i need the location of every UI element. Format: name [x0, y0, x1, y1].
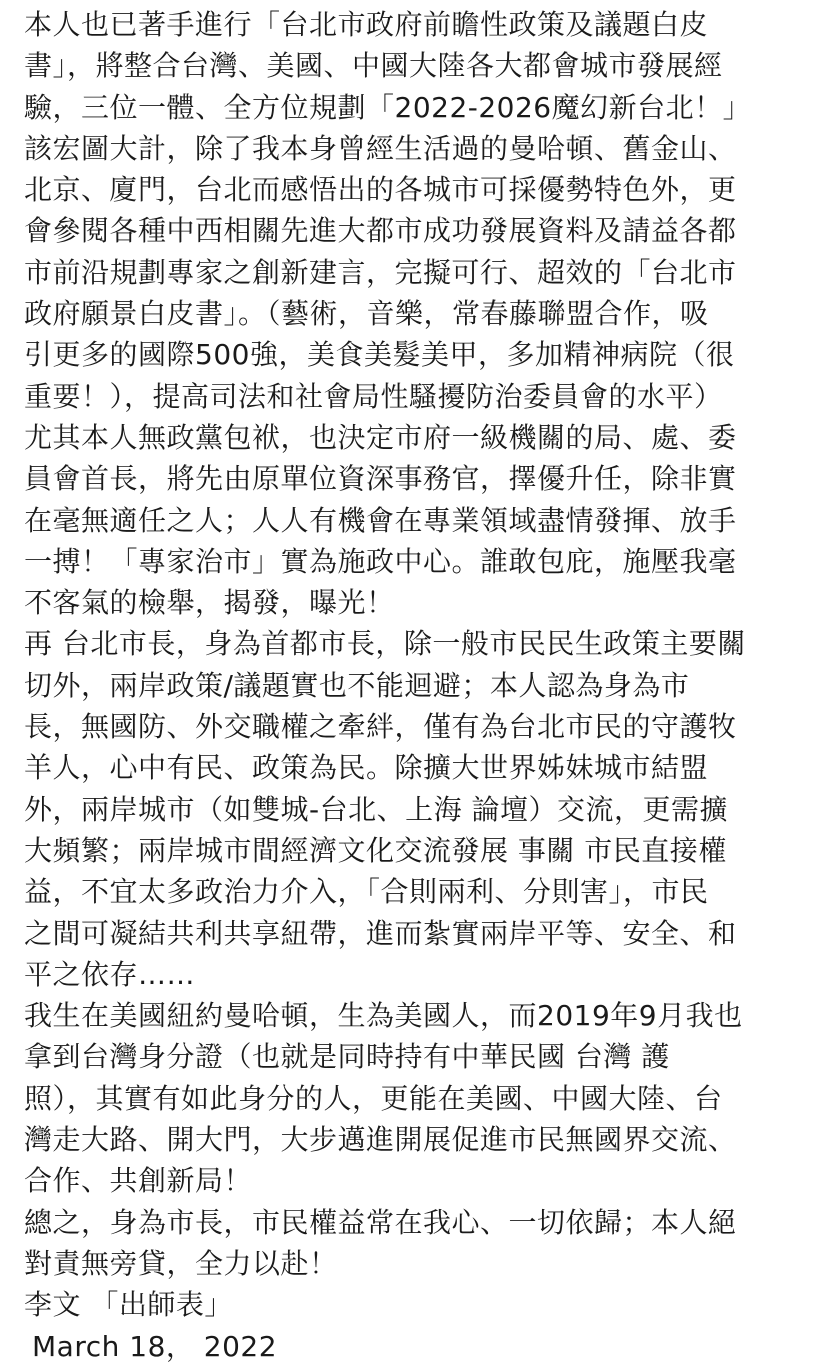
text-line: 羊人，心中有民、政策為民。除擴大世界姊妹城市結盟 — [24, 751, 709, 785]
document-body — [24, 4, 804, 1367]
text-line: 再 台北市長，身為首都市長，除一般市民民生政策主要關 — [24, 627, 746, 661]
text-line: 引更多的國際500強，美食美髮美甲，多加精神病院（很 — [24, 338, 735, 372]
text-line: 總之，身為市長，市民權益常在我心、一切依歸；本人絕 — [24, 1205, 737, 1239]
text-line: 切外，兩岸政策/議題實也不能迴避；本人認為身為市 — [24, 668, 690, 702]
text-line: 不客氣的檢舉，揭發，曝光！ — [24, 586, 395, 620]
text-line: 書」，將整合台灣、美國、中國大陸各大都會城市發展經 — [24, 49, 723, 83]
text-line: 對責無旁貸，全力以赴！ — [24, 1246, 338, 1280]
text-line: 市前沿規劃專家之創新建言，完擬可行、超效的「台北市 — [24, 255, 737, 289]
text-line: 政府願景白皮書」。（藝術，音樂，常春藤聯盟合作，吸 — [24, 297, 709, 331]
text-line: 大頻繁；兩岸城市間經濟文化交流發展 事關 市民直接權 — [24, 833, 727, 867]
document-date: March 18， 2022 — [32, 1329, 278, 1363]
text-line: 該宏圖大計，除了我本身曾經生活過的曼哈頓、舊金山、 — [24, 131, 737, 165]
text-line: 合作、共創新局！ — [24, 1164, 253, 1198]
text-line: 一搏！「專家治市」實為施政中心。誰敢包庇，施壓我毫 — [24, 544, 737, 578]
text-line: 我生在美國紐約曼哈頓，生為美國人，而2019年9月我也 — [24, 999, 743, 1033]
text-line: 在毫無適任之人；人人有機會在專業領域盡情發揮、放手 — [24, 503, 737, 537]
text-line: 之間可凝結共利共享紐帶，進而紮實兩岸平等、安全、和 — [24, 916, 737, 950]
text-line: 照），其實有如此身分的人，更能在美國、中國大陸、台 — [24, 1081, 723, 1115]
text-line: 益，不宜太多政治力介入，「合則兩利、分則害」，市民 — [24, 875, 709, 909]
text-line: 尤其本人無政黨包袱，也決定市府一級機關的局、處、委 — [24, 420, 737, 454]
text-line: 會參閱各種中西相關先進大都市成功發展資料及請益各都 — [24, 214, 737, 248]
text-line: 灣走大路、開大門，大步邁進開展促進市民無國界交流、 — [24, 1123, 737, 1157]
text-line: 外，兩岸城市（如雙城-台北、上海 論壇）交流，更需擴 — [24, 792, 729, 826]
text-line: 長，無國防、外交職權之牽絆，僅有為台北市民的守護牧 — [24, 710, 737, 744]
text-line: 拿到台灣身分證（也就是同時持有中華民國 台灣 護 — [24, 1040, 670, 1074]
text-line: 平之依存…… — [24, 957, 196, 991]
text-line: 北京、廈門，台北而感悟出的各城市可採優勢特色外，更 — [24, 173, 737, 207]
text-line: 員會首長，將先由原單位資深事務官，擇優升任，除非實 — [24, 462, 737, 496]
text-line: 驗，三位一體、全方位規劃「2022-2026魔幻新台北！」 — [24, 90, 752, 124]
text-line: 本人也已著手進行「台北市政府前瞻性政策及議題白皮 — [24, 8, 709, 41]
signature-line: 李文 「出師表」 — [24, 1288, 233, 1322]
text-line: 重要！），提高司法和社會局性騷擾防治委員會的水平） — [24, 379, 723, 413]
